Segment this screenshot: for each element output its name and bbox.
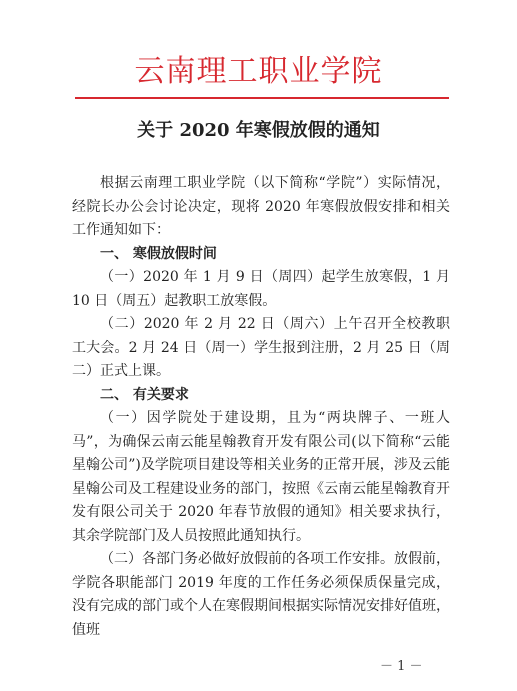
header-red-rule <box>75 97 449 99</box>
paragraph-requirement-2: （二）各部门务必做好放假前的各项工作安排。放假前，学院各职能部门 2019 年度的工作任务必须保质保量完成，没有完成的部门或个人在寒假期间根据实际情况安排好值班，值班 <box>72 551 450 638</box>
document-title: 关于 2020 年寒假放假的通知 <box>137 120 380 141</box>
institution-header: 云南理工职业学院 <box>134 54 383 89</box>
intro-paragraph: 根据云南理工职业学院（以下简称“学院”）实际情况，经院长办公会讨论决定，现将 2020 年寒假放假安排和相关工作通知如下： <box>72 175 450 238</box>
document-body <box>72 172 450 642</box>
paragraph-vacation-start: （一）2020 年 1 月 9 日（周四）起学生放寒假，1 月 10 日（周五）起教职工放寒假。 <box>72 269 450 309</box>
paragraph-requirement-1: （一）因学院处于建设期，且为“两块牌子、一班人马”，为确保云南云能星翰教育开发有限公司(以下简称“云能星翰公司”)及学院项目建设等相关业务的正常开展，涉及云能星翰公司及工程建设业务的部门，按照《云南云能星翰教育开发有限公司关于 2020 年春节放假的通知》相关要求执行，其余学院部门及人员按照此通知执行。 <box>72 410 450 544</box>
section-heading-requirements: 二、 有关要求 <box>100 386 189 403</box>
page-number: － 1 － <box>380 659 423 674</box>
section-heading-vacation-time: 一、 寒假放假时间 <box>100 245 217 262</box>
paragraph-return-schedule: （二）2020 年 2 月 22 日（周六）上午召开全校教职工大会。2 月 24 日（周一）学生报到注册，2 月 25 日（周二）正式上课。 <box>72 316 450 379</box>
